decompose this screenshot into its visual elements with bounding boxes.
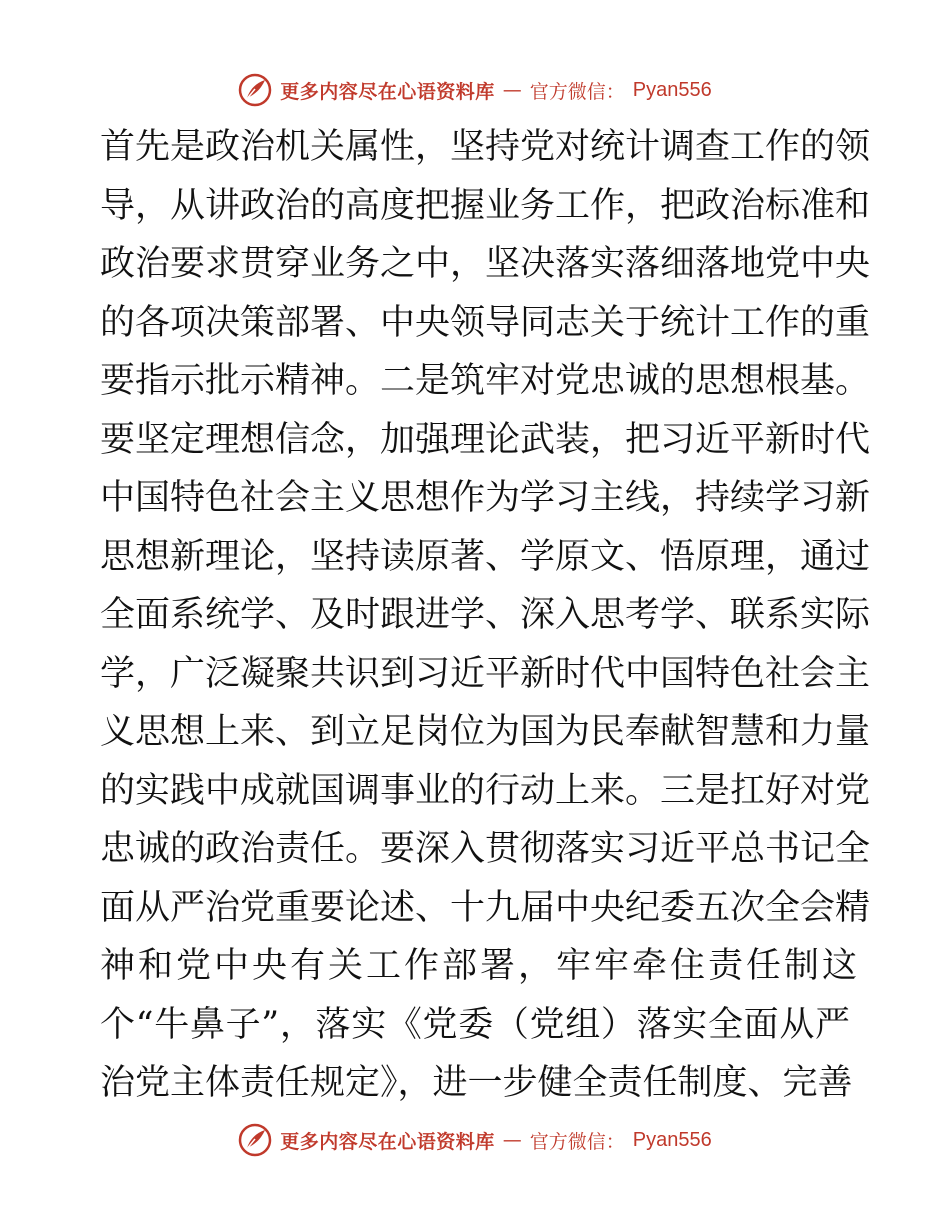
banner-brand-text: 更多内容尽在心语资料库	[280, 1130, 495, 1153]
banner-separator: —	[502, 1129, 522, 1151]
feather-quill-logo-icon	[238, 73, 272, 107]
banner-separator: —	[502, 79, 522, 101]
banner-brand-text: 更多内容尽在心语资料库	[280, 80, 495, 103]
text-line: 中国特色社会主义思想作为学习主线，持续学习新	[100, 478, 871, 518]
banner-official-label: 官方微信：	[529, 1130, 625, 1153]
text-line: 义思想上来、到立足岗位为国为民奉献智慧和力量	[100, 712, 871, 752]
banner-wechat-id: Pyan556	[632, 78, 712, 101]
feather-quill-logo-icon	[238, 1123, 272, 1157]
header-banner	[0, 70, 950, 110]
text-line: 神和党中央有关工作部署，牢牢牵住责任制这	[100, 946, 861, 986]
text-line: 导，从讲政治的高度把握业务工作，把政治标准和	[100, 185, 871, 226]
text-line: 忠诚的政治责任。要深入贯彻落实习近平总书记全	[100, 829, 871, 869]
text-line: 首先是政治机关属性，坚持党对统计调查工作的领	[100, 127, 871, 167]
text-line: 政治要求贯穿业务之中，坚决落实落细落地党中央	[100, 244, 871, 284]
banner-official-label: 官方微信：	[529, 80, 625, 103]
footer-banner	[0, 1120, 950, 1160]
text-line: 的实践中成就国调事业的行动上来。三是扛好对党	[100, 770, 871, 811]
text-line: 要坚定理想信念，加强理论武装，把习近平新时代	[100, 419, 871, 460]
text-line: 学，广泛凝聚共识到习近平新时代中国特色社会主	[100, 653, 871, 694]
document-body	[100, 118, 871, 1113]
text-line: 治党主体责任规定》，进一步健全责任制度、完善	[100, 1063, 853, 1103]
text-line: 面从严治党重要论述、十九届中央纪委五次全会精	[100, 887, 871, 928]
text-line: 思想新理论，坚持读原著、学原文、悟原理，通过	[100, 536, 871, 577]
text-line: 要指示批示精神。二是筑牢对党忠诚的思想根基。	[100, 361, 871, 401]
text-line: 的各项决策部署、中央领导同志关于统计工作的重	[100, 302, 871, 343]
text-line: 全面系统学、及时跟进学、深入思考学、联系实际	[100, 595, 871, 635]
banner-wechat-id: Pyan556	[632, 1128, 712, 1151]
text-line: 个“牛鼻子”，落实《党委（党组）落实全面从严	[100, 1004, 850, 1045]
